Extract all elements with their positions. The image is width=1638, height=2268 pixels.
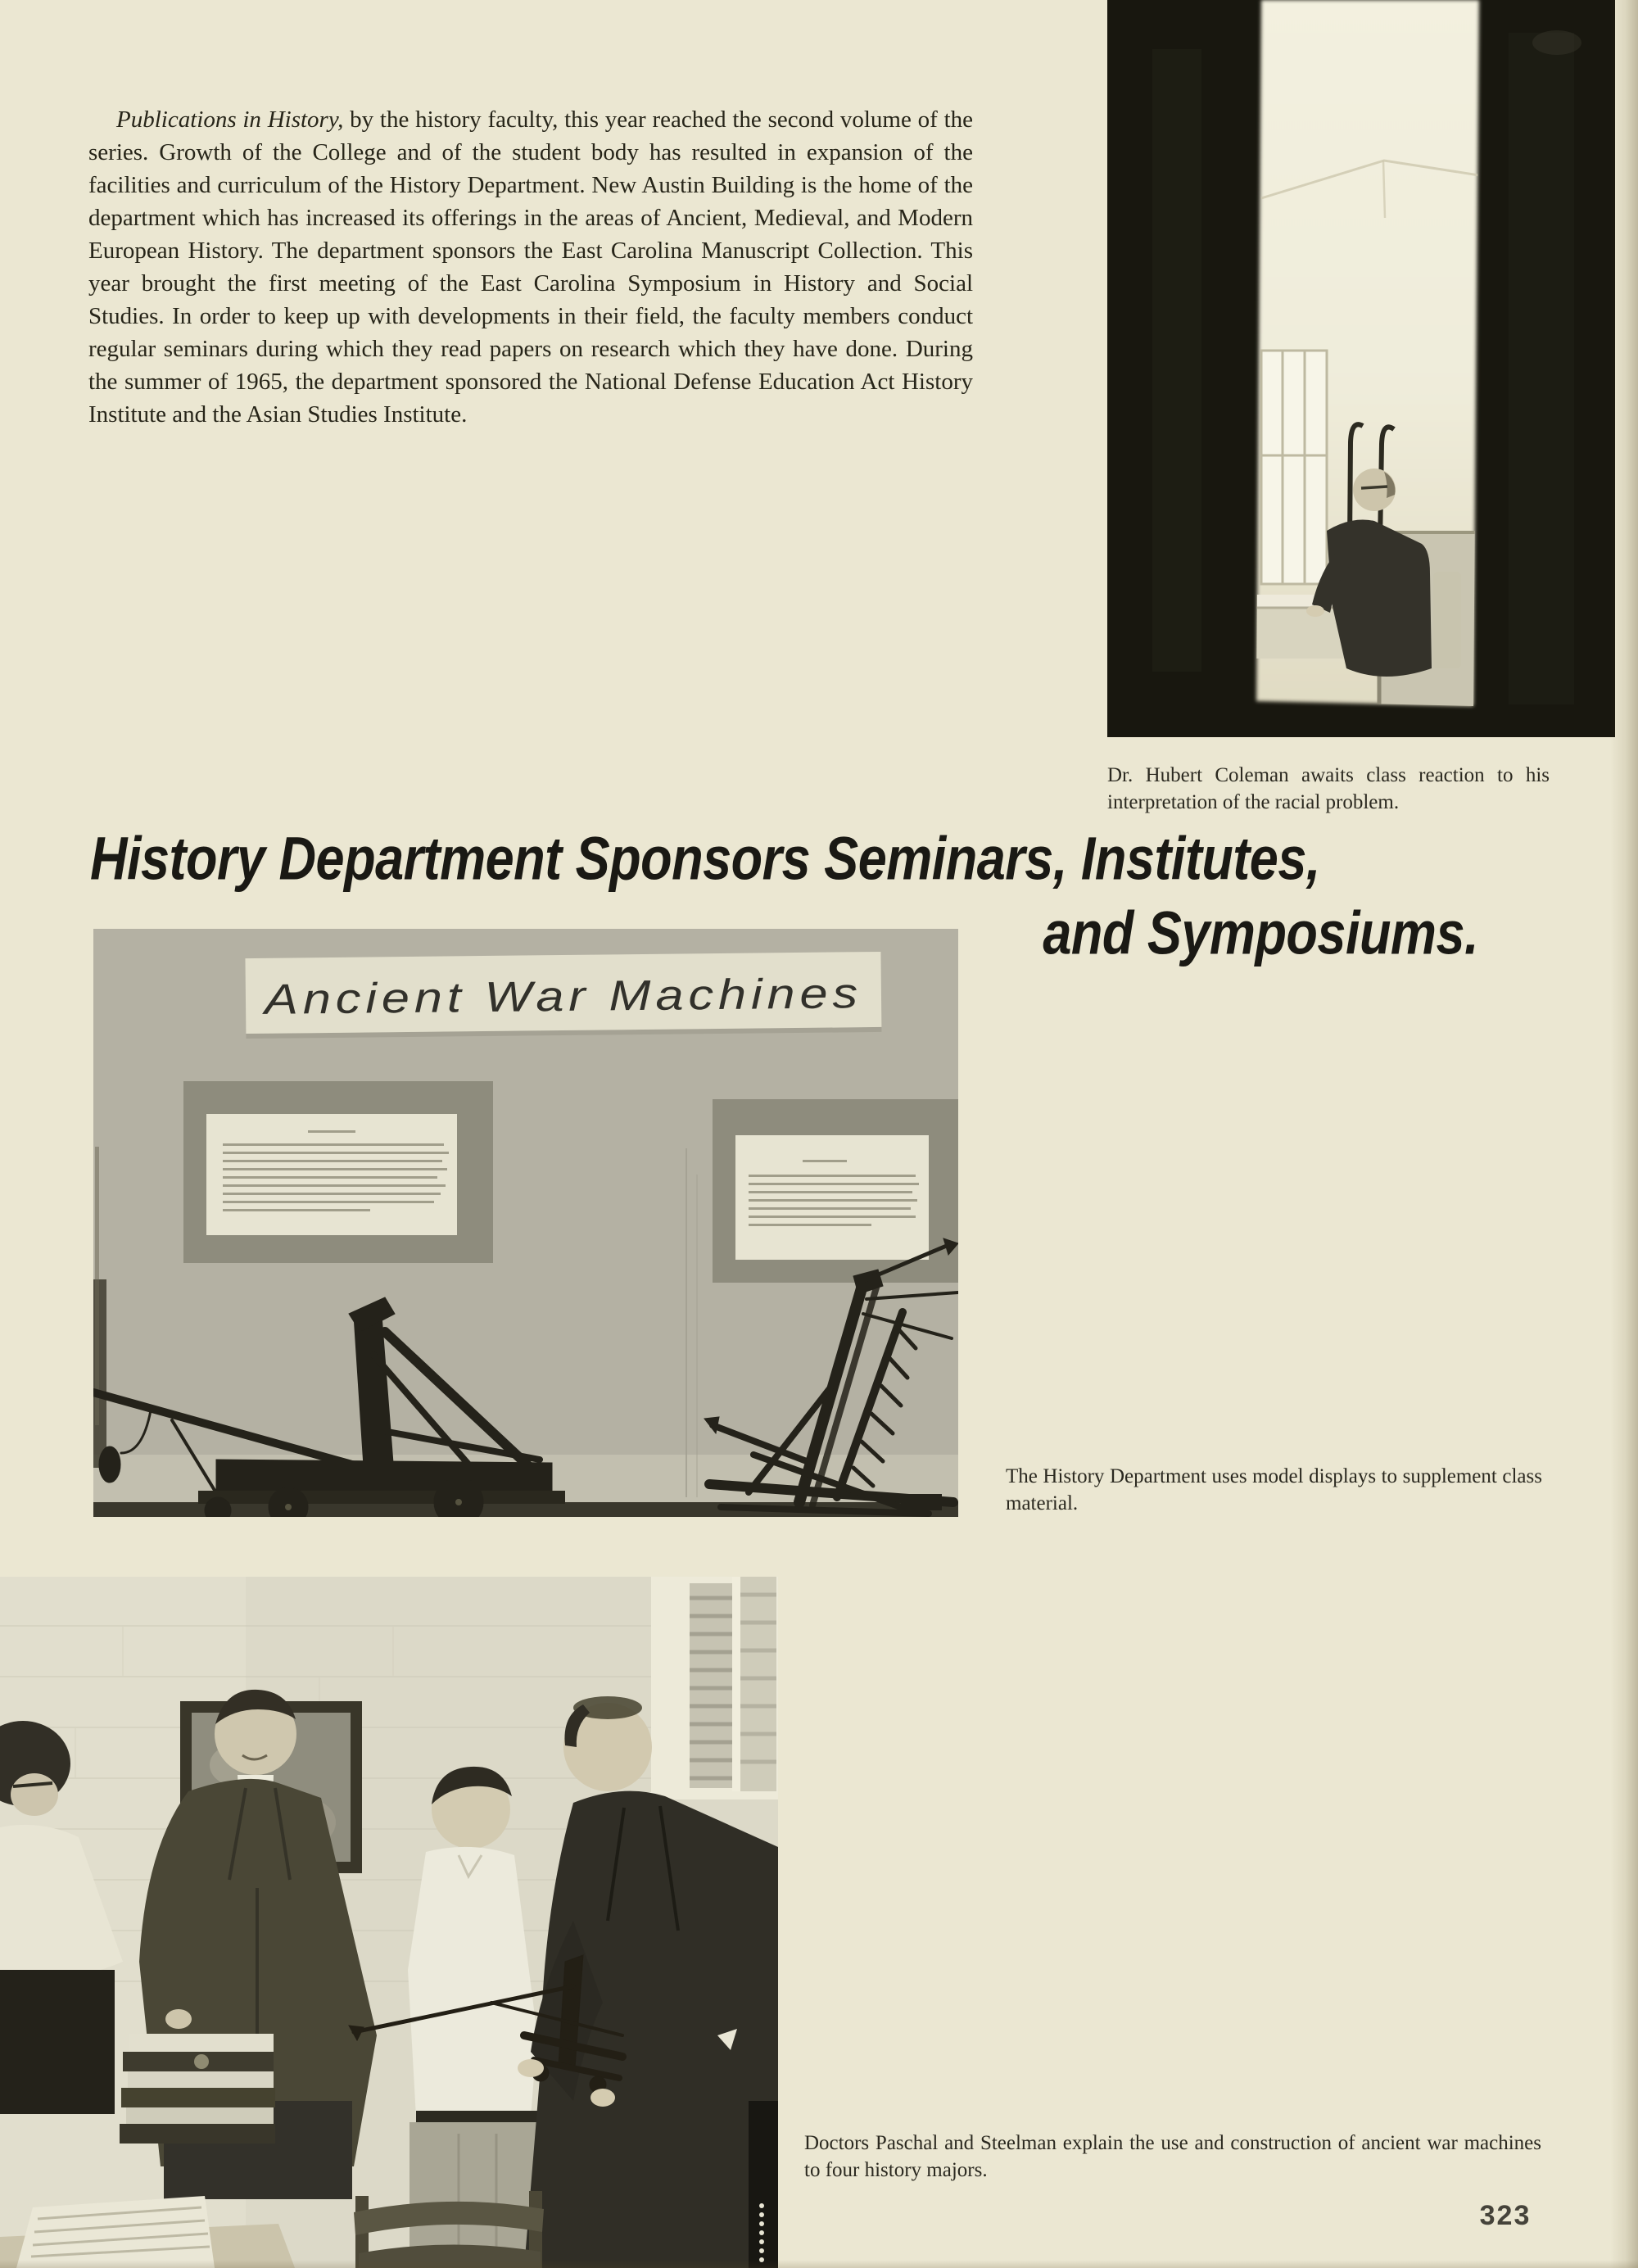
professor-hand — [518, 2059, 544, 2077]
headline-line2: and Symposiums. — [1043, 899, 1478, 967]
group-photo-illustration — [0, 1577, 778, 2268]
light-reflection — [1532, 30, 1581, 55]
film-edge-strip — [749, 2101, 778, 2268]
photo-war-machines-display — [93, 929, 958, 1517]
display-photo-illustration — [93, 929, 958, 1517]
book-emblem — [194, 2054, 209, 2069]
classroom-window — [1261, 351, 1327, 584]
woman-skirt — [0, 1970, 115, 2114]
student1-hand — [165, 2009, 192, 2029]
caption-professors: Doctors Paschal and Steelman explain the use and construction of ancient war machines to four history majors. — [804, 2132, 1541, 2181]
caption-coleman: Dr. Hubert Coleman awaits class reaction to his interpretation of the racial problem. — [1107, 764, 1550, 813]
headline-line1: History Department Sponsors Seminars, Institutes, — [90, 825, 1320, 893]
chair-behind — [1433, 572, 1461, 668]
caption-display: The History Department uses model displays to supplement class material. — [1006, 1465, 1542, 1514]
student2-shirt — [408, 1847, 537, 2117]
photo-coleman-classroom — [1107, 0, 1615, 737]
window-with-building — [651, 1577, 778, 1799]
article-body-text: by the history faculty, this year reached the second volume of the series. Growth of the College and of the student body has resulted in expansion of the facilities and curriculum of the History Department. New Austin Building is the home of the department which has increased its offerings in the areas of Ancient, Medieval, and Modern European History. The department sponsors the East Carolina Manuscript Collection. This year brought the first meeting of the East Carolina Symposium in History and Social Studies. In order to keep up with developments in their field, the faculty members conduct regular seminars during which they read papers on research which they have done. During the summer of 1965, the department sponsored the National Defense Education Act History Institute and the Asian Studies Institute. — [88, 106, 973, 428]
photo-professors-students — [0, 1577, 778, 2268]
woman-face — [11, 1773, 58, 1816]
professor-hand — [590, 2089, 615, 2107]
student2-belt — [416, 2111, 537, 2122]
base-frame — [216, 1460, 552, 1494]
book-stack — [120, 2034, 275, 2144]
display-sign-text: Ancient War Machines — [264, 971, 772, 1024]
sling — [99, 1446, 120, 1483]
banner-group — [245, 952, 881, 1039]
paper-pile — [16, 2196, 215, 2268]
page-number: 323 — [1479, 2200, 1532, 2231]
article-paragraph — [88, 103, 973, 431]
article-lead-italic: Publications in History, — [116, 106, 344, 133]
tower-facade — [740, 1577, 776, 1791]
coleman-glasses — [1361, 487, 1387, 488]
coleman-hand — [1306, 605, 1324, 617]
article-text-block — [88, 103, 973, 431]
coleman-photo-illustration — [1107, 0, 1615, 737]
right-text-card — [735, 1135, 929, 1260]
